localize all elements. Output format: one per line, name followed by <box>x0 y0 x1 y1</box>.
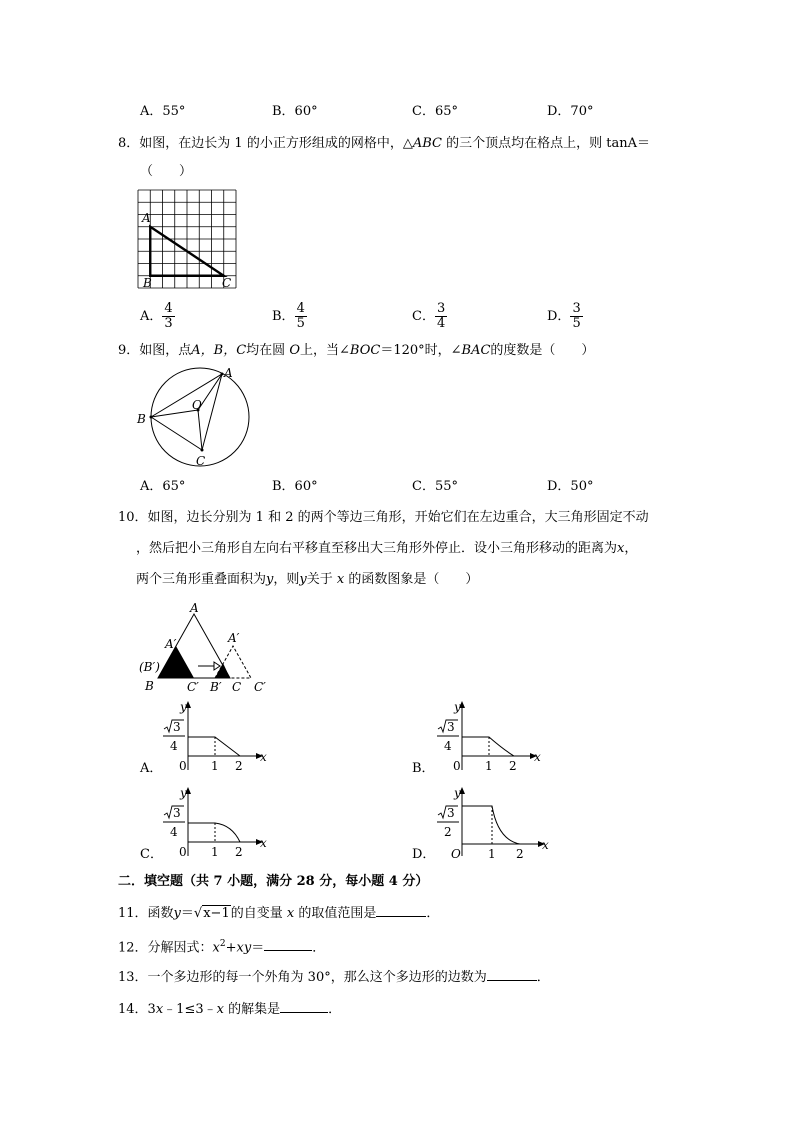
q9-stem: 9．如图，点A，B，C均在圆 O上，当∠BOC＝120°时，∠BAC的度数是（ ） <box>118 343 595 358</box>
q8-option-a: A． $\frac{4}{3}$ <box>140 301 173 331</box>
segment-oc <box>198 410 202 450</box>
svg-text:4: 4 <box>444 739 452 753</box>
svg-text:x: x <box>260 750 267 764</box>
q9-option-a: A．65° <box>140 479 186 494</box>
q12-answer-blank <box>264 938 312 951</box>
q8-option-b: B． $\frac{4}{5}$ <box>272 301 305 331</box>
q13-stem: 13．一个多边形的每一个外角为 30°，那么这个多边形的边数为 ． <box>118 970 550 985</box>
arrow-head-icon <box>214 662 220 670</box>
q8-stem: 8．如图，在边长为 1 的小正方形组成的网格中，△ABC 的三个顶点均在格点上，则 tanA＝ <box>118 136 651 151</box>
q8-grid-figure <box>136 188 246 292</box>
label-a-prime-2: A′ <box>228 631 240 645</box>
svg-text:3: 3 <box>173 806 181 820</box>
label-b: B <box>143 276 152 290</box>
label-o: O <box>192 398 202 412</box>
segment-ob <box>151 410 198 417</box>
svg-text:3: 3 <box>447 806 455 820</box>
svg-text:O: O <box>451 847 461 861</box>
q10-graph-a <box>160 700 272 778</box>
q14-stem: 14．3x﹣1≤3﹣x 的解集是 ． <box>118 1002 342 1017</box>
q8-answer-paren: （ ） <box>140 164 193 179</box>
q10-graph-c-label: C． <box>140 847 163 862</box>
q10-stem-line1: 10．如图，边长分别为 1 和 2 的两个等边三角形，开始它们在左边重合，大三角形固定不动 <box>118 510 649 525</box>
q11-answer-blank <box>376 904 426 917</box>
svg-text:2: 2 <box>235 759 243 773</box>
svg-text:4: 4 <box>170 739 178 753</box>
svg-text:y: y <box>454 700 461 714</box>
q7-option-a: A．55° <box>140 104 186 119</box>
graph-curve <box>462 806 520 844</box>
q12-stem: 12．分解因式：$x^2+xy=$ ． <box>118 939 326 956</box>
label-c: C <box>232 680 242 694</box>
label-b-prime-paren: (B′) <box>139 660 160 674</box>
svg-text:2: 2 <box>444 825 452 839</box>
svg-text:1: 1 <box>485 759 493 773</box>
sqrt-sign-icon: √ <box>193 906 203 921</box>
graph-curve <box>188 737 240 756</box>
svg-text:y: y <box>454 786 461 800</box>
q11-stem: 11．函数y＝√x−1的自变量 x 的取值范围是 ． <box>118 906 440 921</box>
q10-graph-d <box>434 786 554 864</box>
q10-triangles-figure <box>136 600 286 696</box>
label-b: B <box>145 679 154 693</box>
q9-option-b: B．60° <box>272 479 318 494</box>
overlap-region <box>215 663 230 678</box>
q13-answer-blank <box>487 968 537 981</box>
svg-text:x: x <box>542 838 549 852</box>
svg-text:y: y <box>180 786 187 800</box>
section-2-title: 二．填空题（共 7 小题，满分 28 分，每小题 4 分） <box>118 874 429 889</box>
circle-o <box>151 368 249 466</box>
label-a: A <box>190 601 199 615</box>
svg-text:1: 1 <box>211 845 219 859</box>
label-c: C <box>222 276 232 290</box>
svg-text:4: 4 <box>170 825 178 839</box>
label-b: B <box>137 412 146 426</box>
q9-circle-figure <box>134 364 244 472</box>
q7-option-b: B．60° <box>272 104 318 119</box>
graph-curve <box>188 823 240 842</box>
svg-text:0: 0 <box>453 759 461 773</box>
q8-option-c: C． $\frac{3}{4}$ <box>412 301 446 331</box>
q9-option-d: D．50° <box>547 479 594 494</box>
q7-option-d: D．70° <box>547 104 594 119</box>
q9-option-c: C．55° <box>412 479 458 494</box>
svg-text:0: 0 <box>179 759 187 773</box>
q10-graph-b <box>434 700 546 778</box>
svg-text:2: 2 <box>509 759 517 773</box>
svg-text:x: x <box>534 750 541 764</box>
svg-text:1: 1 <box>488 847 496 861</box>
label-c: C <box>196 454 206 468</box>
svg-text:2: 2 <box>235 845 243 859</box>
label-c-prime-2: C′ <box>254 680 266 694</box>
q7-option-c: C．65° <box>412 104 458 119</box>
q10-graph-a-label: A． <box>140 761 163 776</box>
svg-text:3: 3 <box>173 720 181 734</box>
label-c-prime-1: C′ <box>187 680 199 694</box>
label-a: A <box>142 211 151 225</box>
svg-text:y: y <box>180 700 187 714</box>
q14-answer-blank <box>280 1000 328 1013</box>
svg-text:3: 3 <box>447 720 455 734</box>
q10-graph-c <box>160 786 272 864</box>
label-a-prime-1: A′ <box>165 637 177 651</box>
svg-text:1: 1 <box>211 759 219 773</box>
svg-text:x: x <box>260 836 267 850</box>
label-b-prime: B′ <box>210 680 222 694</box>
graph-curve <box>462 737 514 756</box>
svg-text:0: 0 <box>179 845 187 859</box>
label-a: A <box>224 366 233 380</box>
q10-graph-b-label: B． <box>412 761 435 776</box>
q8-option-d: D． $\frac{3}{5}$ <box>547 301 581 331</box>
q10-graph-d-label: D． <box>412 847 436 862</box>
svg-text:2: 2 <box>516 847 524 861</box>
q10-stem-line2: ，然后把小三角形自左向右平移直至移出大三角形外停止．设小三角形移动的距离为x， <box>136 541 638 556</box>
q10-stem-line3: 两个三角形重叠面积为y，则y关于 x 的函数图象是（ ） <box>136 572 479 587</box>
